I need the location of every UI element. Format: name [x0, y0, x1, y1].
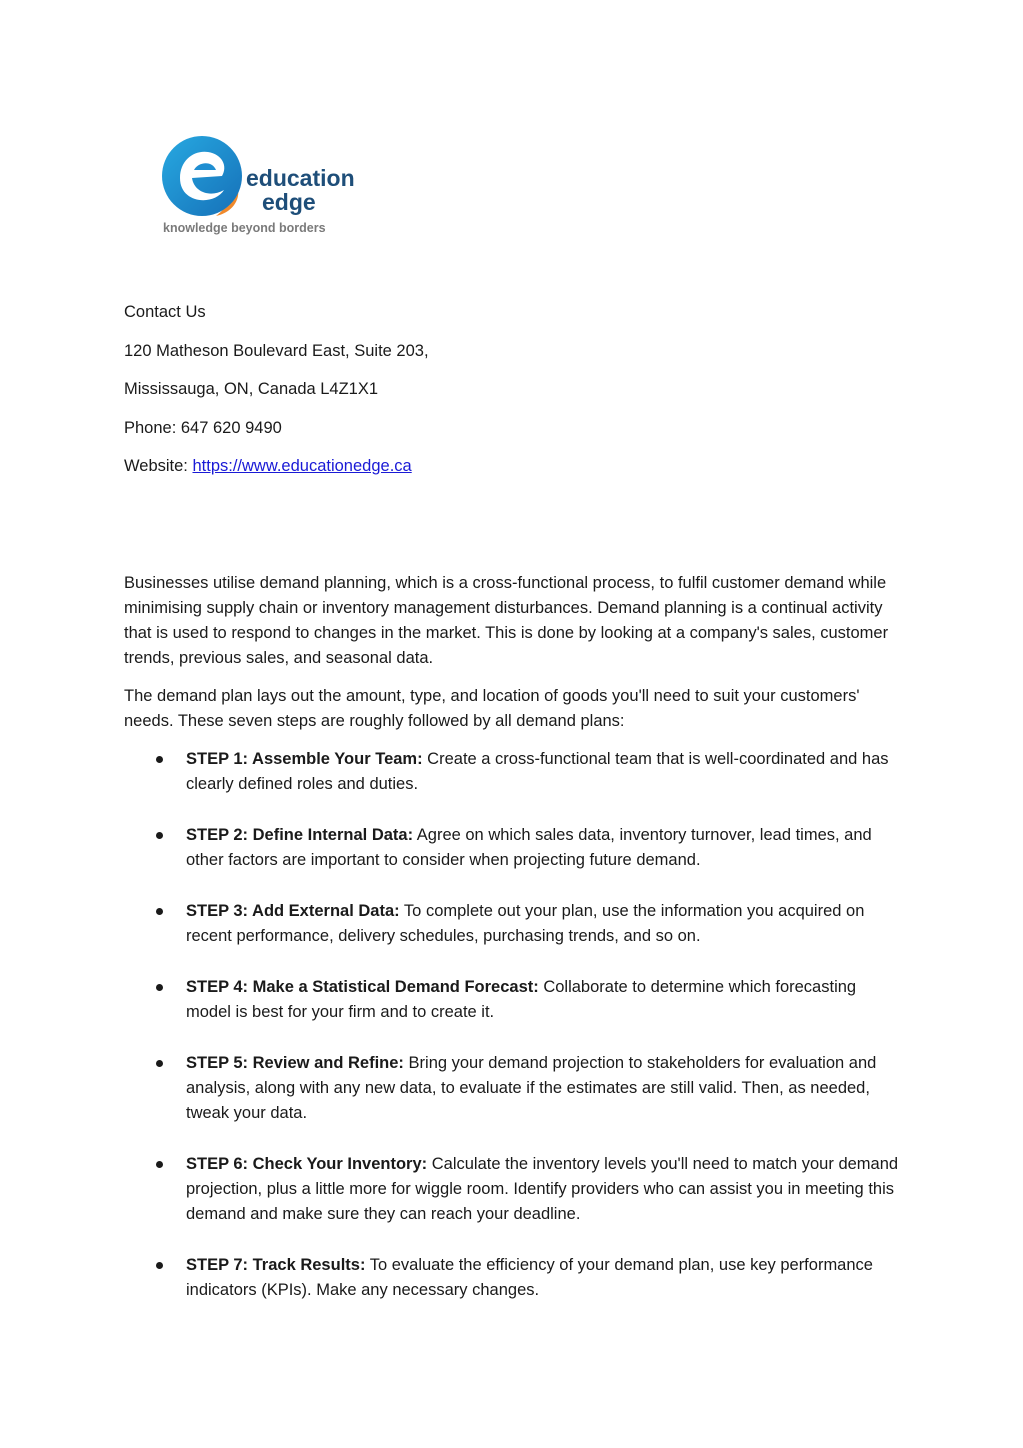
bullet-icon: [156, 908, 163, 915]
step-text: Calculate the inventory levels you'll need to match your demand projection, plus a little more for wiggle room. Identify providers who can assist you in meeting this demand and make sure they can reach your deadline.: [186, 1155, 899, 1223]
bullet-icon: [156, 1161, 163, 1168]
bullet-icon: [156, 1262, 163, 1269]
contact-address-line-1: 120 Matheson Boulevard East, Suite 203,: [124, 341, 429, 360]
step-item: [124, 1253, 904, 1303]
contact-block: [124, 300, 904, 493]
website-link[interactable]: https://www.educationedge.ca: [192, 457, 412, 475]
step-item: [124, 823, 904, 873]
step-title: STEP 2: Define Internal Data:: [186, 826, 414, 844]
step-title: STEP 3: Add External Data:: [186, 902, 400, 920]
step-title: STEP 4: Make a Statistical Demand Forecast:: [186, 978, 539, 996]
logo-word-education: education: [246, 165, 355, 191]
demand-plan-paragraph: The demand plan lays out the amount, type, and location of goods you'll need to suit your customers' needs. These seven steps are roughly followed by all demand plans:: [124, 687, 860, 730]
step-item: [124, 1152, 904, 1227]
step-text: Create a cross-functional team that is well-coordinated and has clearly defined roles and duties.: [186, 750, 889, 793]
step-title: STEP 5: Review and Refine:: [186, 1054, 404, 1072]
step-title: STEP 1: Assemble Your Team:: [186, 750, 423, 768]
step-text: To evaluate the efficiency of your demand plan, use key performance indicators (KPIs). Make any necessary changes.: [186, 1256, 873, 1299]
education-edge-logo: [160, 134, 370, 240]
contact-address-line-2: Mississauga, ON, Canada L4Z1X1: [124, 380, 379, 398]
step-text: Agree on which sales data, inventory turnover, lead times, and other factors are important to consider when projecting future demand.: [186, 826, 872, 869]
logo-graphic: [160, 134, 370, 240]
steps-list: [124, 747, 904, 1303]
step-title: STEP 6: Check Your Inventory:: [186, 1155, 428, 1173]
intro-paragraph: Businesses utilise demand planning, which is a cross-functional process, to fulfil customer demand while minimising supply chain or inventory management disturbances. Demand planning is a continual activity that is used to respond to changes in the market. This is done by looking at a company's sales, customer trends, previous sales, and seasonal data.: [124, 574, 889, 667]
document-body: [124, 571, 904, 1329]
contact-website: [124, 454, 904, 479]
step-title: STEP 7: Track Results:: [186, 1256, 366, 1274]
step-item: [124, 975, 904, 1025]
bullet-icon: [156, 984, 163, 991]
website-label: Website:: [124, 457, 193, 475]
step-item: [124, 1051, 904, 1126]
bullet-icon: [156, 1060, 163, 1067]
step-text: To complete out your plan, use the information you acquired on recent performance, delivery schedules, purchasing trends, and so on.: [186, 902, 865, 945]
logo-word-edge: edge: [262, 189, 316, 215]
contact-heading: Contact Us: [124, 303, 206, 321]
step-item: [124, 747, 904, 797]
bullet-icon: [156, 832, 163, 839]
step-text: Collaborate to determine which forecasting model is best for your firm and to create it.: [186, 978, 857, 1021]
step-item: [124, 899, 904, 949]
bullet-icon: [156, 756, 163, 763]
logo-tagline: knowledge beyond borders: [163, 221, 326, 235]
step-text: Bring your demand projection to stakeholders for evaluation and analysis, along with any new data, to evaluate if the estimates are still valid. Then, as needed, tweak your data.: [186, 1054, 877, 1122]
contact-phone: Phone: 647 620 9490: [124, 418, 282, 437]
